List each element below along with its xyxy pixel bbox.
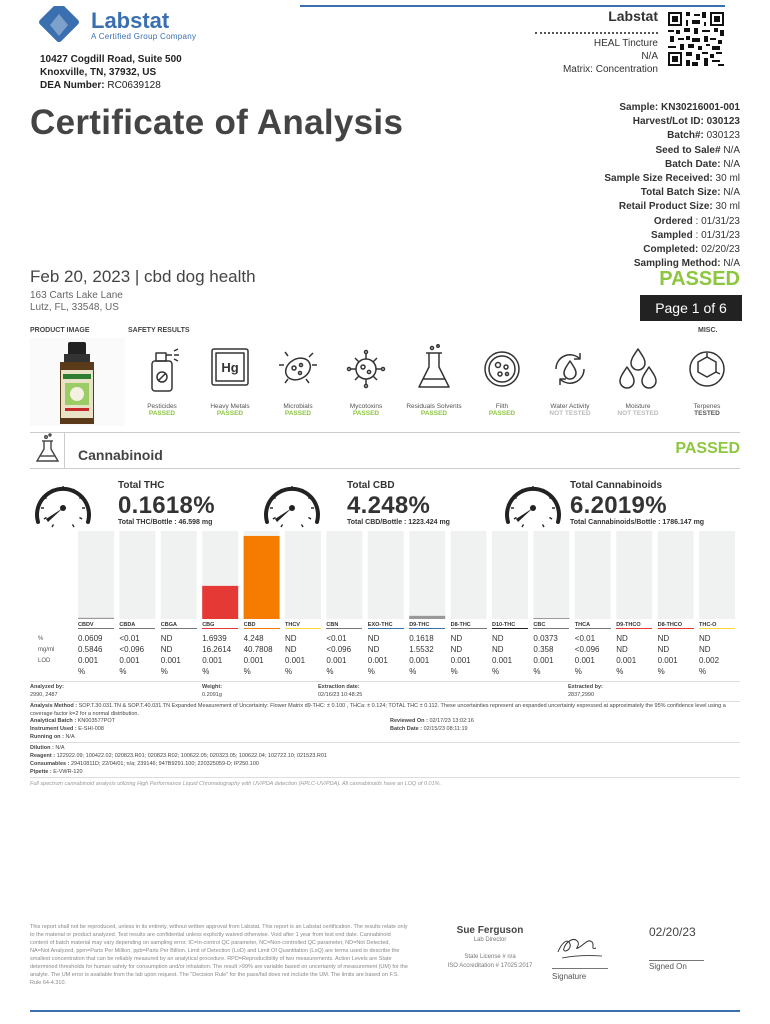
lab-address-line1: 10427 Cogdill Road, Suite 500 (40, 54, 182, 65)
meta-label: Total Batch Size: (640, 187, 721, 199)
table-cell: 0.001 (78, 656, 99, 665)
table-cell: ND (367, 645, 380, 654)
batch-date (390, 726, 468, 734)
iso-accreditation: ISO Accreditation # 17025:2017 (447, 963, 533, 969)
petri-dish-icon (480, 343, 524, 393)
reagent (30, 753, 327, 761)
page-title: Certificate of Analysis (30, 103, 404, 142)
signature-label: Signature (552, 972, 587, 981)
analyzed-by-value: 2990, 2487 (30, 691, 58, 698)
total-cbd-value: 4.248% (347, 492, 431, 519)
divider (30, 742, 740, 743)
analysis-method (30, 703, 740, 718)
chart-column-bg (658, 531, 694, 619)
dea-label: DEA Number: (40, 80, 105, 91)
chart-column-bg (575, 531, 611, 619)
header-rule (300, 5, 725, 7)
column-color-bar (575, 628, 611, 629)
safety-status: PASSED (420, 410, 448, 417)
reviewed-on-label: Reviewed On : (390, 718, 428, 724)
total-cbd-label: Total CBD (347, 480, 395, 491)
column-color-bar (368, 628, 404, 629)
cannabinoid-status: PASSED (675, 440, 740, 457)
footer-rule (30, 1010, 740, 1012)
lab-name: Labstat (91, 8, 170, 33)
water-cycle-icon (548, 343, 592, 393)
safety-item (535, 343, 605, 417)
safety-name: Water Activity (550, 403, 590, 410)
safety-status: TESTED (694, 410, 720, 417)
table-cell: 0.001 (326, 656, 347, 665)
gauge-icon (30, 478, 96, 530)
meta-label: Sample Size Received: (604, 173, 713, 185)
signed-on-line (649, 960, 704, 961)
table-cell: % (616, 667, 624, 676)
table-cell: 0.0373 (533, 634, 558, 643)
meta-label: Harvest/Lot ID: (632, 116, 704, 128)
table-cell: 0.0609 (78, 634, 103, 643)
analyzed-by-label: Analyzed by: (30, 684, 64, 690)
total-cbd-bottle: Total CBD/Bottle : 1223.424 mg (347, 519, 450, 526)
chart-bar-cbd (244, 536, 280, 619)
meta-line (470, 172, 740, 186)
state-license: State License # n/a (464, 954, 516, 960)
meta-value: : 01/31/23 (695, 215, 740, 227)
column-color-bar (533, 628, 569, 629)
section-divider-bottom (30, 468, 740, 469)
safety-name: Terpenes (693, 403, 721, 410)
table-cell: 0.001 (285, 656, 306, 665)
table-cell: 0.358 (533, 645, 554, 654)
safety-name: Mycotoxins (349, 403, 383, 410)
svg-text:Hg: Hg (221, 360, 239, 375)
table-cell: 0.001 (202, 656, 223, 665)
table-cell: 0.1618 (409, 634, 434, 643)
signer-title: Lab Director (473, 937, 507, 943)
product-bottle-image (30, 338, 125, 426)
column-color-bar (202, 628, 238, 629)
signed-on-label: Signed On (649, 962, 687, 971)
total-cannabinoids-label: Total Cannabinoids (570, 480, 663, 491)
column-header: D9-THCO (616, 622, 641, 628)
dilution (30, 745, 65, 753)
table-cell: 0.001 (367, 656, 388, 665)
virus-icon (344, 343, 388, 393)
table-cell: 0.001 (119, 656, 140, 665)
disclaimer-text: This report shall not be reproduced, unless in its entirety, without written approval from Labstat. This report is an Labstat certification. The results relate only to the material or product analyzed. Test results are confidential unless explicitly waived otherwise. Void after 1 year from test end date. Cannabinoid content of batch material may vary depending on sampling error. IC=In-control QC parameter, NC=Non-controlled QC parameter, ND=Not Detected, NA=Not Analyzed, ppm=Parts Per Million, ppb=Parts Per Billion. Limit of Detection (LoD) and Limit Of Quantitation (LoQ) are terms used to describe the smallest concentration that can be reliably measured by an analytical procedure. RPD=Reproducibility of two measurements. Action Levels are State determined thresholds for human safety for consumption and/or inhalation. The result >99% are variable based on uncertainty of measurement (UM) for the analyte. The UM error is available from the lab upon request. The "Decision Rule" for the pass/fail does not include the UM. The limits are based on F.S. Rule 64-4.310. (30, 924, 408, 986)
batch-date-label: Batch Date : (390, 726, 423, 732)
column-color-bar (658, 628, 694, 629)
overall-status-badge: PASSED (659, 268, 740, 290)
divider (30, 777, 740, 778)
column-color-bar (616, 628, 652, 629)
cannabinoid-bar-chart (78, 531, 740, 619)
column-header: D8-THC (450, 622, 471, 628)
table-cell: ND (450, 634, 463, 643)
meta-line (470, 101, 740, 115)
page-indicator[interactable]: Page 1 of 6 (640, 295, 742, 321)
dea-number (40, 80, 161, 91)
misc-header: MISC. (698, 327, 718, 334)
lab-tagline: A Certified Group Company (91, 32, 197, 41)
table-cell: ND (160, 634, 173, 643)
cannabinoid-icon-box (30, 433, 65, 468)
safety-status: NOT TESTED (549, 410, 591, 417)
meta-label: Batch#: (667, 130, 704, 142)
table-cell: ND (616, 645, 628, 654)
section-divider (30, 432, 740, 433)
table-cell: % (492, 667, 500, 676)
total-cannabinoids-value: 6.2019% (570, 492, 667, 519)
chart-column-bg (78, 531, 114, 619)
divider (30, 681, 740, 682)
safety-results-header: SAFETY RESULTS (128, 327, 190, 334)
safety-item (399, 343, 469, 417)
table-cell: 0.001 (492, 656, 513, 665)
client-name: Labstat (608, 8, 658, 24)
chart-column-bg (616, 531, 652, 619)
table-cell: 0.001 (160, 656, 181, 665)
meta-line (470, 229, 740, 243)
consumables-value: 29410811D; 22/04/01; n/a; 239146; 947B9291.100; 220325059-D; IP250.100 (70, 761, 259, 767)
table-cell: ND (450, 645, 463, 654)
analyzed-by (30, 684, 64, 699)
meta-value: N/A (723, 144, 740, 156)
reagent-label: Reagent : (30, 753, 56, 759)
product-matrix: Matrix: Concentration (562, 64, 658, 75)
divider (30, 701, 740, 702)
row-label: mg/ml (38, 647, 55, 653)
safety-name: Heavy Metals (210, 403, 250, 410)
product-na: N/A (641, 51, 658, 62)
column-header: CBGA (160, 622, 177, 628)
table-cell: % (450, 667, 458, 676)
safety-item (672, 343, 742, 417)
instrument-used-value: E-SHI-008 (78, 726, 104, 732)
signer-block (430, 925, 550, 971)
consumables (30, 761, 259, 769)
meta-line (470, 144, 740, 158)
safety-item (263, 343, 333, 417)
column-header: CBN (326, 622, 339, 628)
analytical-batch (30, 718, 115, 726)
safety-status: PASSED (284, 410, 312, 417)
lab-address-line2: Knoxville, TN, 37932, US (40, 67, 157, 78)
row-label: % (38, 636, 44, 642)
table-cell: 0.001 (243, 656, 264, 665)
chart-column-bg (326, 531, 362, 619)
safety-name: Pesticides (147, 403, 177, 410)
chart-column-bg (285, 531, 321, 619)
product-image-header: PRODUCT IMAGE (30, 327, 90, 334)
analytical-batch-value: KN003577POT (77, 718, 115, 724)
safety-status: PASSED (352, 410, 380, 417)
table-cell: <0.096 (326, 645, 352, 654)
column-header: THC-O (699, 622, 717, 628)
table-cell: 0.5846 (78, 645, 103, 654)
table-cell: % (78, 667, 86, 676)
total-thc-value: 0.1618% (118, 492, 215, 519)
extraction-date-label: Extraction date: (318, 684, 360, 690)
table-cell: ND (367, 634, 380, 643)
safety-name: Moisture (625, 403, 651, 410)
table-cell: % (533, 667, 541, 676)
safety-item (467, 343, 537, 417)
column-header: D10-THC (492, 622, 516, 628)
microbe-icon (276, 343, 320, 393)
meta-value: 30 ml (715, 201, 740, 213)
table-cell: % (326, 667, 334, 676)
meta-value: N/A (723, 258, 740, 270)
table-cell: 0.001 (574, 656, 595, 665)
meta-line (470, 186, 740, 200)
table-cell: <0.096 (574, 645, 600, 654)
reviewed-on-value: 02/17/23 13:02:16 (429, 718, 474, 724)
meta-line (470, 129, 740, 143)
table-cell: % (409, 667, 417, 676)
meta-line (470, 115, 740, 129)
table-cell: % (657, 667, 665, 676)
meta-label: Batch Date: (664, 158, 721, 170)
safety-status: PASSED (148, 410, 176, 417)
meta-label: Completed: (643, 244, 699, 256)
product-info (500, 37, 658, 76)
chart-column-bg (409, 531, 445, 619)
column-color-bar (492, 628, 528, 629)
safety-name: Microbials (283, 403, 313, 410)
meta-line (470, 215, 740, 229)
report-date-customer: Feb 20, 2023 | cbd dog health (30, 267, 256, 286)
table-cell: 1.5532 (409, 645, 434, 654)
signature-image (552, 930, 612, 966)
column-color-bar (409, 628, 445, 629)
weight-label: Weight: (202, 684, 223, 690)
extracted-by-label: Extracted by: (568, 684, 603, 690)
meta-value: N/A (723, 187, 740, 199)
column-header: CBD (243, 622, 256, 628)
signature-line (552, 968, 608, 969)
droplets-icon (616, 343, 660, 393)
table-cell: 0.001 (657, 656, 678, 665)
extraction-date (318, 684, 362, 699)
meta-value: : 01/31/23 (695, 229, 740, 241)
instrument-used (30, 726, 104, 734)
chart-bar-cbg (202, 586, 238, 619)
column-color-bar (451, 628, 487, 629)
meta-value: N/A (723, 158, 740, 170)
customer-address-line2: Lutz, FL, 33548, US (30, 302, 119, 313)
table-cell: <0.096 (119, 645, 145, 654)
meta-label: Sampled (651, 229, 693, 241)
safety-name: Filth (495, 403, 509, 410)
table-cell: <0.01 (574, 634, 596, 643)
table-cell: ND (657, 645, 670, 654)
weight (202, 684, 222, 699)
terpene-molecule-icon (685, 343, 729, 393)
table-cell: ND (657, 634, 670, 643)
table-cell: 40.7808 (243, 645, 273, 654)
table-cell: ND (285, 634, 297, 643)
table-cell: 0.001 (616, 656, 637, 665)
meta-value: 030123 (706, 116, 740, 128)
table-cell: <0.01 (119, 634, 140, 643)
total-cannabinoids-bottle: Total Cannabinoids/Bottle : 1786.147 mg (570, 519, 705, 526)
table-cell: % (202, 667, 210, 676)
extraction-date-value: 02/16/23 10:48:25 (318, 691, 363, 698)
table-cell: 1.6939 (202, 634, 227, 643)
column-header: THCV (285, 622, 300, 628)
safety-status: PASSED (216, 410, 244, 417)
column-header: D9-THC (409, 622, 430, 628)
meta-label: Ordered (653, 215, 693, 227)
pipette-label: Pipette : (30, 769, 52, 775)
safety-status: NOT TESTED (617, 410, 659, 417)
mercury-element-icon (208, 343, 252, 393)
row-label: LOD (38, 658, 51, 664)
meta-label: Sampling Method: (633, 258, 721, 270)
meta-line (470, 200, 740, 214)
table-cell: % (243, 667, 251, 676)
safety-item (331, 343, 401, 417)
running-on-value: N/A (65, 734, 75, 740)
table-cell: % (119, 667, 127, 676)
reagent-value: 122922.09; 100422.02; 020823.R01; 020823.R02; 100622.05; 020323.05; 100622.04; 102722.10; 021523.R01 (56, 753, 327, 759)
meta-value: 030123 (706, 130, 740, 142)
safety-item (195, 343, 265, 417)
customer-address (30, 290, 123, 314)
table-cell: ND (616, 634, 628, 643)
meta-value: 30 ml (715, 173, 740, 185)
table-cell: ND (492, 634, 504, 643)
column-header: CBDV (78, 622, 94, 628)
meta-value: KN30216001-001 (661, 102, 740, 113)
column-color-bar (326, 628, 362, 629)
table-cell: ND (492, 645, 504, 654)
table-cell: 0.001 (409, 656, 430, 665)
table-cell: % (160, 667, 168, 676)
table-cell: % (285, 667, 293, 676)
pipette-value: E-VWR-120 (53, 769, 83, 775)
table-cell: <0.01 (326, 634, 347, 643)
reviewed-on (390, 718, 474, 726)
total-thc-label: Total THC (118, 480, 165, 491)
sample-meta (470, 101, 740, 271)
meta-line (470, 243, 740, 257)
running-on-label: Running on : (30, 734, 64, 740)
running-on (30, 734, 75, 742)
column-color-bar (78, 628, 114, 629)
meta-label: Sample: (619, 102, 659, 113)
chart-column-bg (161, 531, 197, 619)
labstat-logo-icon (38, 6, 80, 44)
table-cell: % (699, 667, 707, 676)
column-header: CBG (202, 622, 215, 628)
total-thc-bottle: Total THC/Bottle : 46.598 mg (118, 519, 213, 526)
consumables-label: Consumables : (30, 761, 70, 767)
batch-date-value: 02/15/23 08:11:19 (423, 726, 468, 732)
analytical-batch-label: Analytical Batch : (30, 718, 77, 724)
chart-column-bg (492, 531, 528, 619)
instrument-used-label: Instrument Used : (30, 726, 77, 732)
meta-label: Seed to Sale# (655, 144, 721, 156)
lab-address (40, 53, 182, 79)
cannabinoid-title: Cannabinoid (78, 447, 163, 463)
chart-column-bg (119, 531, 155, 619)
product-name: HEAL Tincture (593, 38, 658, 49)
gauge-icon (500, 478, 566, 530)
gauge-icon (259, 478, 325, 530)
table-cell: 0.001 (533, 656, 554, 665)
meta-line (470, 158, 740, 172)
dilution-label: Dilution : (30, 745, 54, 751)
column-color-bar (161, 628, 197, 629)
table-cell: ND (699, 634, 711, 643)
safety-item (127, 343, 197, 417)
safety-name: Residuals Solvents (406, 403, 462, 410)
meta-value: 02/20/23 (701, 244, 740, 256)
signed-date: 02/20/23 (649, 925, 696, 939)
column-header: CBDA (119, 622, 136, 628)
chart-bar-d9-thc (409, 616, 445, 619)
customer-address-line1: 163 Carts Lake Lane (30, 290, 123, 301)
chart-column-bg (533, 531, 569, 619)
flask-icon (412, 343, 456, 393)
column-header: THCA (574, 622, 591, 628)
table-cell: ND (285, 645, 297, 654)
column-header: EXO-THC (367, 622, 393, 628)
table-cell: ND (699, 645, 711, 654)
extracted-by (568, 684, 603, 699)
table-cell: 16.2614 (202, 645, 232, 654)
table-cell: % (367, 667, 375, 676)
dilution-value: N/A (55, 745, 65, 751)
meta-label: Retail Product Size: (618, 201, 713, 213)
chart-column-bg (368, 531, 404, 619)
chart-column-bg (699, 531, 735, 619)
chart-column-bg (451, 531, 487, 619)
table-cell: 4.248 (243, 634, 264, 643)
flask-icon (30, 433, 65, 468)
dotted-divider (535, 32, 658, 34)
chart-bar-cbc (533, 618, 569, 619)
full-spectrum-note: Full spectrum cannabinoid analysis utilizing High Performance Liquid Chromatography with UV/PDA detection (HPLC-UV/PDA). All cannabinoids have an LOQ of 0.01%. (30, 781, 442, 787)
weight-value: 0.2091g (202, 691, 222, 698)
pipette (30, 769, 83, 777)
table-cell: 0.002 (699, 656, 720, 665)
qr-code-icon[interactable] (668, 12, 724, 66)
analysis-method-label: Analysis Method : (30, 703, 78, 709)
dea-value: RC0639128 (107, 80, 161, 91)
column-header: CBC (533, 622, 546, 628)
analysis-method-value: SOP.T.30.031.TN & SOP.T.40.031.TN Expanded Measurement of Uncertainty: Flower Matrix d9-THC: ± 0.100 , THCa: ± 0.124; TOTAL THC ± 0.112. These uncertainties represent an expanded uncertainty expressed at approximately the 95% confidence level using a coverage factor k=2 for a normal distribution. (30, 703, 726, 717)
safety-item (603, 343, 673, 417)
column-color-bar (699, 628, 735, 629)
column-header: D8-THCO (657, 622, 683, 628)
chart-bar-cbdv (78, 618, 114, 619)
extracted-by-value: 2837,2990 (568, 691, 594, 698)
table-cell: ND (160, 645, 173, 654)
table-cell: 0.001 (450, 656, 471, 665)
spray-bottle-icon (140, 343, 184, 393)
column-color-bar (119, 628, 155, 629)
table-cell: % (574, 667, 582, 676)
safety-status: PASSED (488, 410, 516, 417)
column-color-bar (244, 628, 280, 629)
signer-name: Sue Ferguson (456, 925, 524, 936)
column-color-bar (285, 628, 321, 629)
